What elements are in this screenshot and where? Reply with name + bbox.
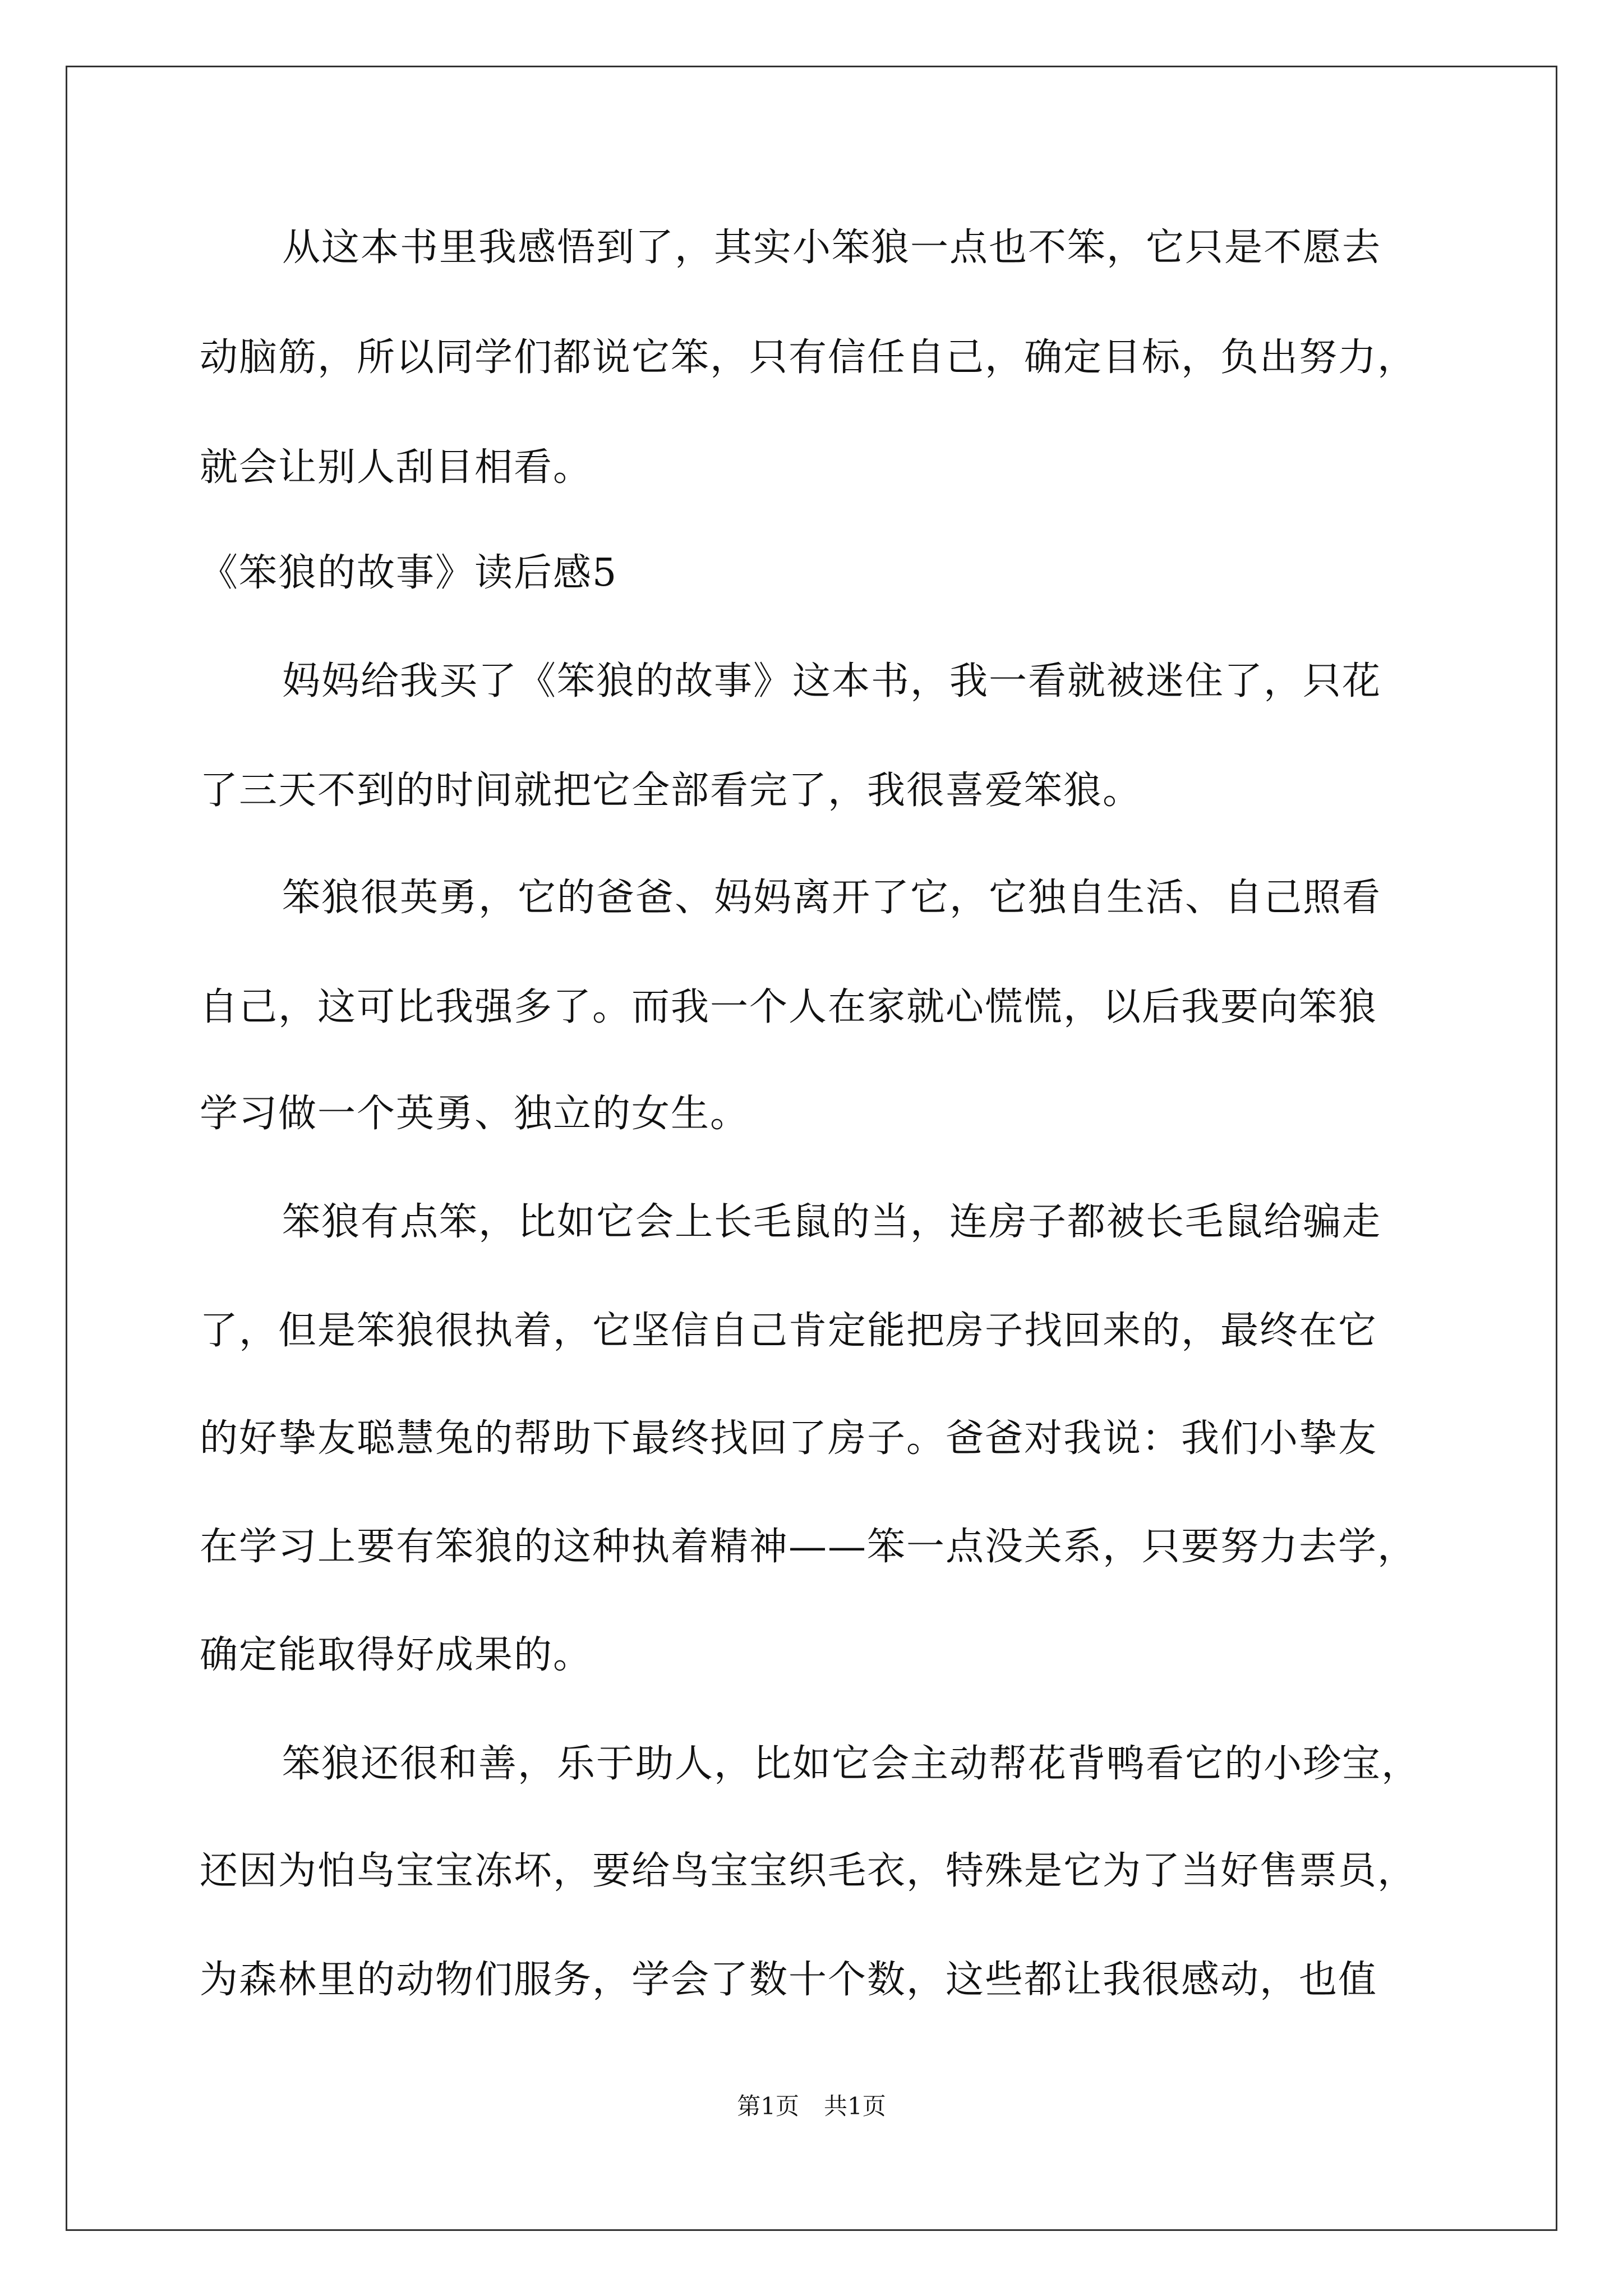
- page-footer: [0, 2092, 1623, 2120]
- paragraph-line: 了三天不到的时间就把它全部看完了，我很喜爱笨狼。: [200, 769, 1142, 813]
- paragraph-line: 学习做一个英勇、独立的女生。: [200, 1092, 750, 1136]
- paragraph-line: 从这本书里我感悟到了，其实小笨狼一点也不笨，它只是不愿去: [282, 226, 1382, 270]
- paragraph-line: 为森林里的动物们服务，学会了数十个数，这些都让我很感动，也值: [200, 1958, 1378, 2002]
- paragraph-line: 自己，这可比我强多了。而我一个人在家就心慌慌，以后我要向笨狼: [200, 985, 1378, 1029]
- page-total: 共1页: [824, 2092, 886, 2120]
- paragraph-line: 的好挚友聪慧兔的帮助下最终找回了房子。爸爸对我说：我们小挚友: [200, 1416, 1378, 1461]
- paragraph-line: 了，但是笨狼很执着，它坚信自己肯定能把房子找回来的，最终在它: [200, 1309, 1378, 1353]
- paragraph-line: 笨狼有点笨，比如它会上长毛鼠的当，连房子都被长毛鼠给骗走: [282, 1200, 1382, 1244]
- paragraph-line: 妈妈给我买了《笨狼的故事》这本书，我一看就被迷住了，只花: [282, 659, 1382, 703]
- paragraph-line: 确定能取得好成果的。: [200, 1633, 593, 1677]
- paragraph-line: 笨狼还很和善，乐于助人，比如它会主动帮花背鸭看它的小珍宝，: [282, 1742, 1421, 1786]
- paragraph-line: 就会让别人刮目相看。: [200, 445, 593, 490]
- paragraph-line: 动脑筋，所以同学们都说它笨，只有信任自己，确定目标，负出努力，: [200, 335, 1417, 380]
- paragraph-line: 笨狼很英勇，它的爸爸、妈妈离开了它，它独自生活、自己照看: [282, 876, 1382, 920]
- paragraph-line: 还因为怕鸟宝宝冻坏，要给鸟宝宝织毛衣，特殊是它为了当好售票员，: [200, 1849, 1417, 1893]
- section-heading: 《笨狼的故事》读后感5: [200, 551, 618, 595]
- paragraph-line: 在学习上要有笨狼的这种执着精神——笨一点没关系，只要努力去学，: [200, 1525, 1417, 1569]
- page-border: [66, 66, 1557, 2231]
- page-number: 第1页: [737, 2092, 799, 2120]
